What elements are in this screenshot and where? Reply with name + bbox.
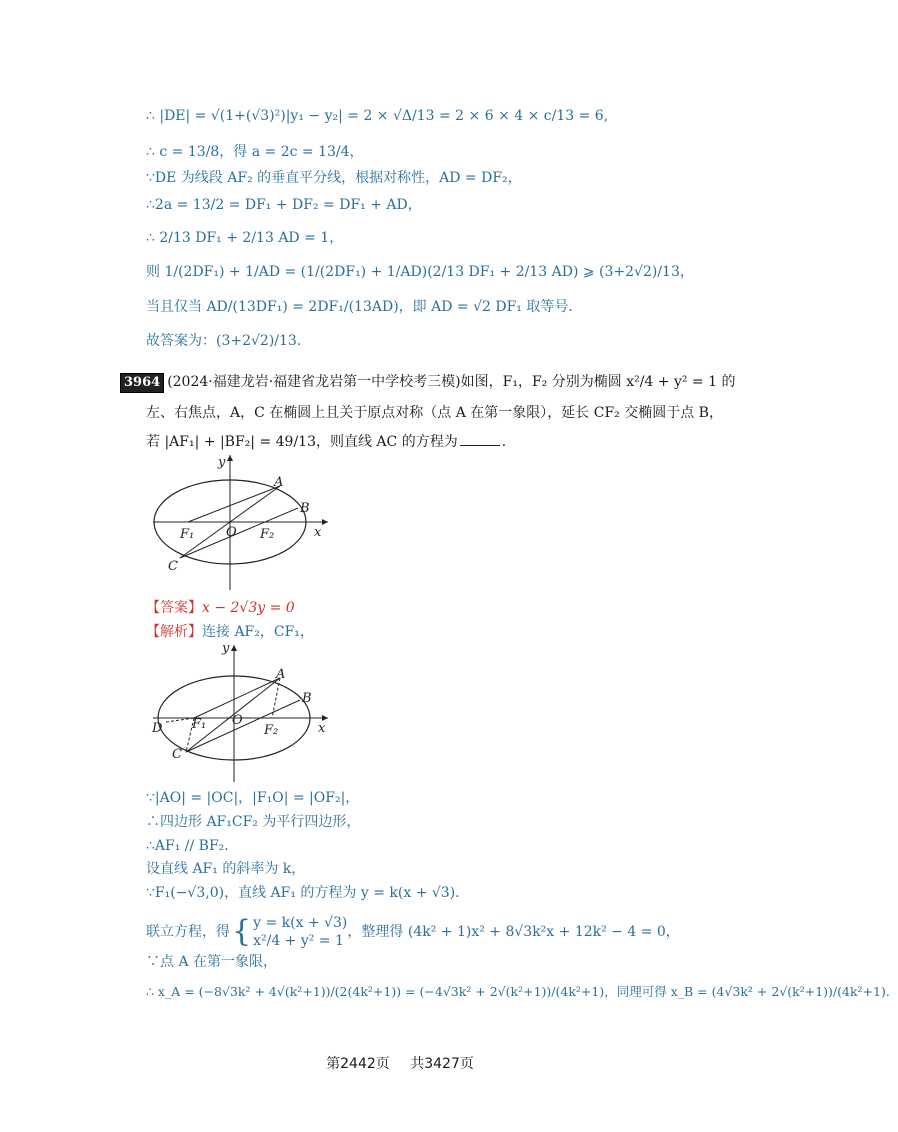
label-y: y	[222, 641, 230, 656]
problem-text-3-end: ．	[501, 434, 516, 450]
x-axis-arrow	[322, 519, 328, 525]
y-axis-arrow	[231, 645, 237, 651]
label-B: B	[302, 691, 312, 706]
solution-line-7: ∵点 A 在第一象限，	[146, 954, 278, 970]
answer-text: x − 2√3y = 0	[202, 600, 295, 616]
label-x: x	[318, 721, 326, 736]
problem-text-1: (2024·福建龙岩·福建省龙岩第一中学校考三模)如图，F₁，F₂ 分别为椭圆 x²/4 + y² = 1 的	[167, 374, 736, 390]
system-intro: 联立方程，得	[146, 924, 230, 940]
line-AF1	[188, 486, 280, 522]
line-DF1	[166, 718, 194, 722]
page-total: 共3427页	[410, 1056, 474, 1072]
ellipse-figure-1	[148, 450, 338, 595]
problem-text-3: 若 |AF₁| + |BF₂| = 49/13，则直线 AC 的方程为	[146, 434, 458, 450]
solution-prev-line-8: 故答案为：(3+2√2)/13．	[146, 333, 311, 349]
solution-prev-line-4: ∴2a = 13/2 = DF₁ + DF₂ = DF₁ + AD，	[146, 197, 422, 213]
solution-prev-line-6: 则 1/(2DF₁) + 1/AD = (1/(2DF₁) + 1/AD)(2/13 DF₁ + 2/13 AD) ⩾ (3+2√2)/13，	[146, 264, 694, 280]
label-A: A	[274, 475, 284, 490]
answer-blank	[460, 433, 500, 446]
solution-prev-line-5: ∴ 2/13 DF₁ + 2/13 AD = 1，	[146, 230, 344, 246]
label-O: O	[226, 525, 237, 540]
analysis-tag: 【解析】	[146, 624, 202, 640]
solution-prev-line-7: 当且仅当 AD/(13DF₁) = 2DF₁/(13AD)，即 AD = √2 DF₁ 取等号．	[146, 299, 583, 315]
system-result: ，整理得 (4k² + 1)x² + 8√3k²x + 12k² − 4 = 0，	[347, 924, 680, 940]
label-F1: F₁	[180, 527, 195, 542]
page-footer	[0, 1053, 800, 1073]
solution-line-3: ∴AF₁ // BF₂．	[146, 838, 239, 854]
solution-line-1: ∵|AO| = |OC|，|F₁O| = |OF₂|，	[146, 790, 360, 806]
label-A: A	[276, 667, 286, 682]
problem-line-3	[146, 432, 516, 452]
label-C: C	[172, 747, 182, 762]
answer-tag: 【答案】	[146, 600, 202, 616]
solution-prev-line-2: ∴ c = 13/8，得 a = 2c = 13/4，	[146, 144, 364, 160]
ellipse-figure-2	[148, 640, 338, 785]
solution-line-5: ∵F₁(−√3,0)，直线 AF₁ 的方程为 y = k(x + √3)．	[146, 885, 470, 901]
label-C: C	[168, 559, 178, 574]
label-F2: F₂	[260, 527, 275, 542]
solution-prev-line-3: ∵DE 为线段 AF₂ 的垂直平分线，根据对称性，AD = DF₂，	[146, 170, 522, 186]
label-B: B	[300, 501, 310, 516]
system-eq-1: y = k(x + √3)	[253, 915, 348, 931]
analysis-line	[146, 622, 314, 642]
system-brace: {	[232, 914, 252, 949]
label-F2: F₂	[264, 723, 279, 738]
y-axis-arrow	[227, 455, 233, 461]
system-eq-2: x²/4 + y² = 1	[253, 933, 344, 949]
label-x: x	[314, 525, 322, 540]
solution-prev-line-1: ∴ |DE| = √(1+(√3)²)|y₁ − y₂| = 2 × √Δ/13 = 2 × 6 × 4 × c/13 = 6,	[146, 108, 609, 124]
answer-line	[146, 598, 295, 618]
label-O: O	[232, 713, 243, 728]
problem-line-2: 左、右焦点，A，C 在椭圆上且关于原点对称（点 A 在第一象限），延长 CF₂ 交椭圆于点 B，	[146, 405, 723, 421]
page-number: 第2442页	[326, 1056, 390, 1072]
solution-line-4: 设直线 AF₁ 的斜率为 k，	[146, 861, 306, 877]
label-y: y	[218, 455, 226, 470]
solution-line-6	[146, 912, 680, 952]
equation-system	[253, 914, 347, 950]
problem-line-1	[120, 372, 735, 393]
solution-line-8: ∴ x_A = (−8√3k² + 4√(k²+1))/(2(4k²+1)) = (−4√3k² + 2√(k²+1))/(4k²+1)，同理可得 x_B = (4√3k² + 2√(k²+1))/(4k²+1)．	[146, 984, 898, 999]
solution-line-2: ∴四边形 AF₁CF₂ 为平行四边形，	[146, 814, 361, 830]
label-F1: F₁	[192, 717, 207, 732]
analysis-text: 连接 AF₂，CF₁，	[202, 624, 314, 640]
problem-number: 3964	[120, 373, 164, 393]
label-D: D	[152, 721, 163, 736]
